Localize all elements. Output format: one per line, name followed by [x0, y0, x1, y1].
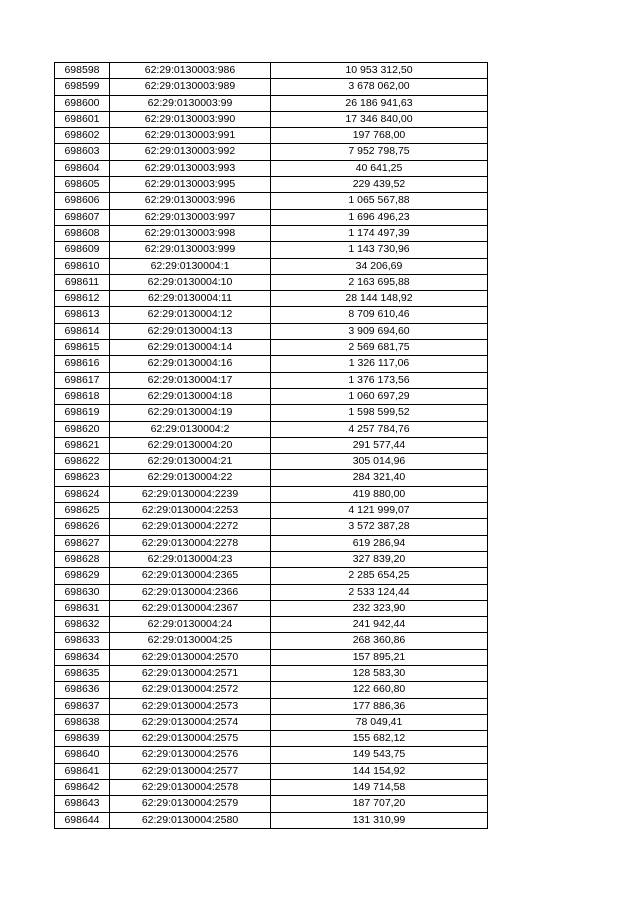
table-row [55, 79, 488, 95]
table-row [55, 763, 488, 779]
row-id-cell: 698618 [55, 388, 110, 404]
cadastral-number-cell: 62:29:0130003:990 [110, 111, 271, 127]
table-row [55, 535, 488, 551]
cadastral-number-cell: 62:29:0130004:2573 [110, 698, 271, 714]
cadastral-number-cell: 62:29:0130004:21 [110, 454, 271, 470]
cadastral-number-cell: 62:29:0130004:18 [110, 388, 271, 404]
table-row [55, 731, 488, 747]
table-row [55, 568, 488, 584]
row-id-cell: 698616 [55, 356, 110, 372]
cadastral-number-cell: 62:29:0130004:25 [110, 633, 271, 649]
cadastral-number-cell: 62:29:0130003:997 [110, 209, 271, 225]
cadastral-value-cell: 291 577,44 [271, 437, 488, 453]
row-id-cell: 698623 [55, 470, 110, 486]
cadastral-value-cell: 144 154,92 [271, 763, 488, 779]
row-id-cell: 698608 [55, 225, 110, 241]
table-row [55, 274, 488, 290]
row-id-cell: 698605 [55, 177, 110, 193]
table-row [55, 698, 488, 714]
row-id-cell: 698629 [55, 568, 110, 584]
cadastral-number-cell: 62:29:0130004:10 [110, 274, 271, 290]
cadastral-value-cell: 1 174 497,39 [271, 225, 488, 241]
row-id-cell: 698633 [55, 633, 110, 649]
table-row [55, 551, 488, 567]
cadastral-value-cell: 10 953 312,50 [271, 63, 488, 79]
table-row [55, 486, 488, 502]
table-row [55, 95, 488, 111]
cadastral-number-cell: 62:29:0130003:999 [110, 242, 271, 258]
cadastral-value-cell: 128 583,30 [271, 665, 488, 681]
cadastral-value-cell: 7 952 798,75 [271, 144, 488, 160]
table-row [55, 714, 488, 730]
row-id-cell: 698638 [55, 714, 110, 730]
row-id-cell: 698610 [55, 258, 110, 274]
cadastral-value-cell: 197 768,00 [271, 128, 488, 144]
cadastral-number-cell: 62:29:0130003:991 [110, 128, 271, 144]
row-id-cell: 698604 [55, 160, 110, 176]
cadastral-value-cell: 4 121 999,07 [271, 503, 488, 519]
cadastral-value-cell: 619 286,94 [271, 535, 488, 551]
table-row [55, 209, 488, 225]
row-id-cell: 698627 [55, 535, 110, 551]
cadastral-number-cell: 62:29:0130003:99 [110, 95, 271, 111]
table-row [55, 63, 488, 79]
row-id-cell: 698644 [55, 812, 110, 828]
row-id-cell: 698637 [55, 698, 110, 714]
cadastral-value-cell: 1 696 496,23 [271, 209, 488, 225]
row-id-cell: 698617 [55, 372, 110, 388]
table-row [55, 812, 488, 828]
row-id-cell: 698622 [55, 454, 110, 470]
row-id-cell: 698624 [55, 486, 110, 502]
table-row [55, 682, 488, 698]
row-id-cell: 698619 [55, 405, 110, 421]
table-row [55, 665, 488, 681]
cadastral-value-cell: 3 572 387,28 [271, 519, 488, 535]
row-id-cell: 698613 [55, 307, 110, 323]
cadastral-number-cell: 62:29:0130003:986 [110, 63, 271, 79]
cadastral-number-cell: 62:29:0130004:2577 [110, 763, 271, 779]
table-row [55, 307, 488, 323]
cadastral-number-cell: 62:29:0130004:2366 [110, 584, 271, 600]
table-body [55, 63, 488, 829]
row-id-cell: 698620 [55, 421, 110, 437]
row-id-cell: 698607 [55, 209, 110, 225]
table-row [55, 405, 488, 421]
cadastral-value-cell: 149 543,75 [271, 747, 488, 763]
row-id-cell: 698641 [55, 763, 110, 779]
table-row [55, 258, 488, 274]
row-id-cell: 698621 [55, 437, 110, 453]
cadastral-number-cell: 62:29:0130004:2578 [110, 780, 271, 796]
cadastral-value-cell: 2 569 681,75 [271, 340, 488, 356]
cadastral-number-cell: 62:29:0130004:2253 [110, 503, 271, 519]
row-id-cell: 698609 [55, 242, 110, 258]
cadastral-number-cell: 62:29:0130004:24 [110, 617, 271, 633]
cadastral-number-cell: 62:29:0130004:23 [110, 551, 271, 567]
table-row [55, 177, 488, 193]
table-row [55, 356, 488, 372]
table-row [55, 796, 488, 812]
cadastral-number-cell: 62:29:0130003:995 [110, 177, 271, 193]
cadastral-number-cell: 62:29:0130004:17 [110, 372, 271, 388]
row-id-cell: 698614 [55, 323, 110, 339]
row-id-cell: 698643 [55, 796, 110, 812]
cadastral-number-cell: 62:29:0130004:13 [110, 323, 271, 339]
table-row [55, 144, 488, 160]
cadastral-number-cell: 62:29:0130004:1 [110, 258, 271, 274]
cadastral-value-cell: 78 049,41 [271, 714, 488, 730]
cadastral-value-cell: 155 682,12 [271, 731, 488, 747]
row-id-cell: 698631 [55, 600, 110, 616]
cadastral-number-cell: 62:29:0130003:992 [110, 144, 271, 160]
row-id-cell: 698632 [55, 617, 110, 633]
row-id-cell: 698606 [55, 193, 110, 209]
table-row [55, 747, 488, 763]
table-row [55, 388, 488, 404]
cadastral-value-cell: 2 533 124,44 [271, 584, 488, 600]
table-row [55, 470, 488, 486]
cadastral-value-cell: 2 163 695,88 [271, 274, 488, 290]
cadastral-number-cell: 62:29:0130004:16 [110, 356, 271, 372]
cadastral-number-cell: 62:29:0130004:14 [110, 340, 271, 356]
table-row [55, 323, 488, 339]
cadastral-number-cell: 62:29:0130004:2571 [110, 665, 271, 681]
cadastral-value-cell: 305 014,96 [271, 454, 488, 470]
table-row [55, 128, 488, 144]
cadastral-number-cell: 62:29:0130004:2367 [110, 600, 271, 616]
cadastral-number-cell: 62:29:0130004:11 [110, 291, 271, 307]
cadastral-number-cell: 62:29:0130004:2574 [110, 714, 271, 730]
row-id-cell: 698640 [55, 747, 110, 763]
cadastral-value-cell: 1 060 697,29 [271, 388, 488, 404]
row-id-cell: 698625 [55, 503, 110, 519]
cadastral-value-cell: 1 326 117,06 [271, 356, 488, 372]
cadastral-value-cell: 4 257 784,76 [271, 421, 488, 437]
cadastral-value-cell: 232 323,90 [271, 600, 488, 616]
cadastral-value-cell: 268 360,86 [271, 633, 488, 649]
cadastral-value-cell: 3 678 062,00 [271, 79, 488, 95]
cadastral-number-cell: 62:29:0130004:2570 [110, 649, 271, 665]
row-id-cell: 698635 [55, 665, 110, 681]
cadastral-value-cell: 8 709 610,46 [271, 307, 488, 323]
cadastral-value-cell: 327 839,20 [271, 551, 488, 567]
cadastral-number-cell: 62:29:0130004:2579 [110, 796, 271, 812]
cadastral-number-cell: 62:29:0130004:2278 [110, 535, 271, 551]
cadastral-value-cell: 3 909 694,60 [271, 323, 488, 339]
table-row [55, 372, 488, 388]
table-row [55, 780, 488, 796]
row-id-cell: 698600 [55, 95, 110, 111]
cadastral-number-cell: 62:29:0130003:996 [110, 193, 271, 209]
cadastral-number-cell: 62:29:0130004:20 [110, 437, 271, 453]
cadastral-number-cell: 62:29:0130004:2272 [110, 519, 271, 535]
row-id-cell: 698642 [55, 780, 110, 796]
cadastral-value-cell: 122 660,80 [271, 682, 488, 698]
row-id-cell: 698603 [55, 144, 110, 160]
table-row [55, 600, 488, 616]
table-row [55, 340, 488, 356]
cadastral-value-cell: 26 186 941,63 [271, 95, 488, 111]
row-id-cell: 698636 [55, 682, 110, 698]
row-id-cell: 698626 [55, 519, 110, 535]
table-row [55, 437, 488, 453]
cadastral-value-cell: 1 598 599,52 [271, 405, 488, 421]
cadastral-number-cell: 62:29:0130004:2365 [110, 568, 271, 584]
table-row [55, 160, 488, 176]
cadastral-number-cell: 62:29:0130004:2575 [110, 731, 271, 747]
cadastral-value-cell: 187 707,20 [271, 796, 488, 812]
row-id-cell: 698639 [55, 731, 110, 747]
row-id-cell: 698602 [55, 128, 110, 144]
cadastral-value-cell: 419 880,00 [271, 486, 488, 502]
row-id-cell: 698630 [55, 584, 110, 600]
cadastral-number-cell: 62:29:0130004:22 [110, 470, 271, 486]
table-row [55, 454, 488, 470]
cadastral-number-cell: 62:29:0130004:2239 [110, 486, 271, 502]
table-row [55, 617, 488, 633]
row-id-cell: 698599 [55, 79, 110, 95]
row-id-cell: 698634 [55, 649, 110, 665]
cadastral-value-cell: 34 206,69 [271, 258, 488, 274]
cadastral-number-cell: 62:29:0130004:2 [110, 421, 271, 437]
table-row [55, 503, 488, 519]
cadastral-number-cell: 62:29:0130004:2572 [110, 682, 271, 698]
cadastral-value-cell: 1 376 173,56 [271, 372, 488, 388]
cadastral-value-cell: 17 346 840,00 [271, 111, 488, 127]
cadastral-number-cell: 62:29:0130004:2576 [110, 747, 271, 763]
table-row [55, 193, 488, 209]
cadastral-value-cell: 241 942,44 [271, 617, 488, 633]
cadastral-value-cell: 131 310,99 [271, 812, 488, 828]
cadastral-number-cell: 62:29:0130004:2580 [110, 812, 271, 828]
table-row [55, 225, 488, 241]
cadastral-value-cell: 1 143 730,96 [271, 242, 488, 258]
row-id-cell: 698628 [55, 551, 110, 567]
cadastral-number-cell: 62:29:0130003:989 [110, 79, 271, 95]
cadastral-value-cell: 229 439,52 [271, 177, 488, 193]
row-id-cell: 698612 [55, 291, 110, 307]
row-id-cell: 698615 [55, 340, 110, 356]
table-row [55, 633, 488, 649]
cadastral-value-cell: 284 321,40 [271, 470, 488, 486]
cadastral-number-cell: 62:29:0130004:12 [110, 307, 271, 323]
table-row [55, 242, 488, 258]
cadastral-number-cell: 62:29:0130004:19 [110, 405, 271, 421]
row-id-cell: 698598 [55, 63, 110, 79]
table-row [55, 291, 488, 307]
cadastral-value-table [54, 62, 488, 829]
row-id-cell: 698611 [55, 274, 110, 290]
cadastral-value-cell: 157 895,21 [271, 649, 488, 665]
cadastral-value-cell: 2 285 654,25 [271, 568, 488, 584]
table-row [55, 111, 488, 127]
table-row [55, 421, 488, 437]
table-row [55, 519, 488, 535]
cadastral-value-cell: 1 065 567,88 [271, 193, 488, 209]
cadastral-value-cell: 28 144 148,92 [271, 291, 488, 307]
table-row [55, 649, 488, 665]
cadastral-value-cell: 40 641,25 [271, 160, 488, 176]
cadastral-value-cell: 177 886,36 [271, 698, 488, 714]
cadastral-value-cell: 149 714,58 [271, 780, 488, 796]
row-id-cell: 698601 [55, 111, 110, 127]
cadastral-number-cell: 62:29:0130003:998 [110, 225, 271, 241]
cadastral-number-cell: 62:29:0130003:993 [110, 160, 271, 176]
table-row [55, 584, 488, 600]
